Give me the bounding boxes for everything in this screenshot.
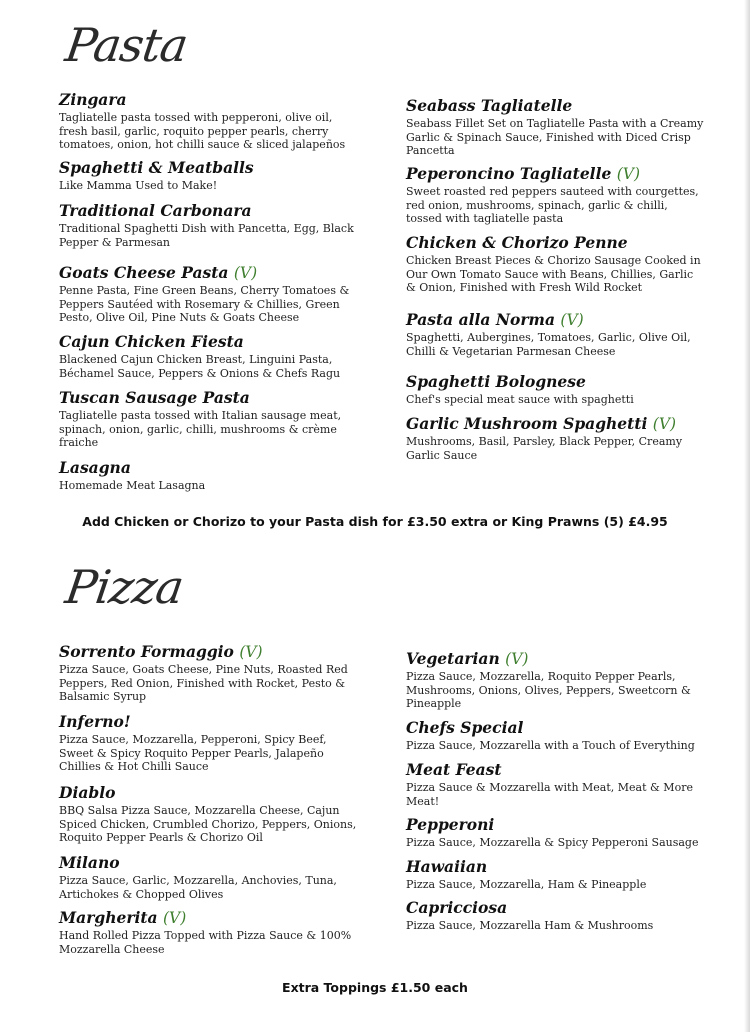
item-name: Milano (59, 853, 120, 872)
item-description: BBQ Salsa Pizza Sauce, Mozzarella Cheese, Cajun Spiced Chicken, Crumbled Chorizo, Peppers, Onions, Roquito Pepper Pearls & Chorizo Oil (59, 804, 357, 844)
menu-item (59, 158, 359, 193)
item-name: Peperoncino Tagliatelle (V) (406, 164, 641, 183)
pizza-heading: Pizza (62, 560, 187, 614)
item-name: Pepperoni (406, 815, 495, 834)
item-name: Hawaiian (406, 857, 488, 876)
item-name: Tuscan Sausage Pasta (59, 388, 250, 407)
menu-item (406, 718, 706, 753)
item-description: Pizza Sauce, Mozzarella, Ham & Pineapple (406, 878, 647, 891)
item-name: Vegetarian (V) (406, 649, 529, 668)
item-description: Tagliatelle pasta tossed with pepperoni, olive oil, fresh basil, garlic, roquito pepper pearls, cherry tomatoes, onion, hot chilli sauce & sliced jalapeños (59, 111, 346, 151)
item-description: Penne Pasta, Fine Green Beans, Cherry Tomatoes & Peppers Sautéed with Rosemary & Chillies, Green Pesto, Olive Oil, Pine Nuts & Goats Cheese (59, 284, 350, 324)
item-description: Pizza Sauce, Goats Cheese, Pine Nuts, Roasted Red Peppers, Red Onion, Finished with Rocket, Pesto & Balsamic Syrup (59, 663, 348, 703)
menu-item (59, 90, 359, 152)
item-name: Chicken & Chorizo Penne (406, 233, 628, 252)
menu-item (59, 853, 359, 901)
item-description: Like Mamma Used to Make! (59, 179, 218, 192)
menu-item (406, 164, 706, 226)
pasta-heading: Pasta (62, 18, 191, 72)
menu-item (59, 263, 359, 325)
pasta-extras-note: Add Chicken or Chorizo to your Pasta dish for £3.50 extra or King Prawns (5) £4.95 (82, 514, 668, 529)
item-name: Traditional Carbonara (59, 201, 252, 220)
item-description: Spaghetti, Aubergines, Tomatoes, Garlic, Olive Oil, Chilli & Vegetarian Parmesan Cheese (406, 331, 691, 358)
item-description: Mushrooms, Basil, Parsley, Black Pepper, Creamy Garlic Sauce (406, 435, 683, 462)
item-description: Pizza Sauce, Garlic, Mozzarella, Anchovies, Tuna, Artichokes & Chopped Olives (59, 874, 337, 901)
item-name: Garlic Mushroom Spaghetti (V) (406, 414, 677, 433)
item-description: Homemade Meat Lasagna (59, 479, 206, 492)
item-name: Lasagna (59, 458, 131, 477)
menu-item (59, 332, 359, 380)
menu-item (59, 458, 359, 493)
menu-item (406, 233, 706, 295)
menu-item (406, 372, 706, 407)
menu-item (406, 414, 706, 462)
item-description: Tagliatelle pasta tossed with Italian sausage meat, spinach, onion, garlic, chilli, mushrooms & crème fraiche (59, 409, 342, 449)
item-description: Seabass Fillet Set on Tagliatelle Pasta with a Creamy Garlic & Spinach Sauce, Finished with Diced Crisp Pancetta (406, 117, 704, 157)
item-description: Traditional Spaghetti Dish with Pancetta, Egg, Black Pepper & Parmesan (59, 222, 354, 249)
item-description: Pizza Sauce & Mozzarella with Meat, Meat & More Meat! (406, 781, 693, 808)
menu-item (406, 310, 706, 358)
item-name: Meat Feast (406, 760, 502, 779)
item-description: Pizza Sauce, Mozzarella, Pepperoni, Spicy Beef, Sweet & Spicy Roquito Pepper Pearls, Jalapeño Chillies & Hot Chilli Sauce (59, 733, 327, 773)
item-description: Pizza Sauce, Mozzarella, Roquito Pepper Pearls, Mushrooms, Onions, Olives, Peppers, Sweetcorn & Pineapple (406, 670, 691, 710)
item-name: Margherita (V) (59, 908, 187, 927)
item-name: Diablo (59, 783, 116, 802)
item-description: Chef's special meat sauce with spaghetti (406, 393, 634, 406)
menu-item (59, 908, 359, 956)
item-description: Pizza Sauce, Mozzarella Ham & Mushrooms (406, 919, 654, 932)
item-name: Chefs Special (406, 718, 524, 737)
item-name: Capricciosa (406, 898, 508, 917)
menu-item (406, 857, 706, 892)
item-description: Sweet roasted red peppers sauteed with courgettes, red onion, mushrooms, spinach, garlic & chilli, tossed with tagliatelle pasta (406, 185, 699, 225)
menu-item (59, 388, 359, 450)
item-name: Inferno! (59, 712, 131, 731)
item-name: Spaghetti Bolognese (406, 372, 586, 391)
menu-item (59, 201, 359, 249)
menu-item (59, 642, 359, 704)
item-name: Goats Cheese Pasta (V) (59, 263, 258, 282)
menu-item (406, 898, 706, 933)
menu-item (406, 649, 706, 711)
item-description: Pizza Sauce, Mozzarella with a Touch of Everything (406, 739, 695, 752)
item-name: Pasta alla Norma (V) (406, 310, 584, 329)
item-description: Chicken Breast Pieces & Chorizo Sausage Cooked in Our Own Tomato Sauce with Beans, Chillies, Garlic & Onion, Finished with Fresh Wild Rocket (406, 254, 701, 294)
pizza-extras-note: Extra Toppings £1.50 each (282, 980, 468, 995)
menu-item (59, 712, 359, 774)
item-name: Zingara (59, 90, 127, 109)
item-name: Spaghetti & Meatballs (59, 158, 254, 177)
item-description: Blackened Cajun Chicken Breast, Linguini Pasta, Béchamel Sauce, Peppers & Onions & Chefs Ragu (59, 353, 341, 380)
item-name: Seabass Tagliatelle (406, 96, 573, 115)
item-description: Hand Rolled Pizza Topped with Pizza Sauce & 100% Mozzarella Cheese (59, 929, 352, 956)
item-description: Pizza Sauce, Mozzarella & Spicy Pepperoni Sausage (406, 836, 699, 849)
menu-item (59, 783, 359, 845)
menu-item (406, 96, 706, 158)
item-name: Cajun Chicken Fiesta (59, 332, 244, 351)
menu-item (406, 815, 706, 850)
menu-item (406, 760, 706, 808)
item-name: Sorrento Formaggio (V) (59, 642, 263, 661)
